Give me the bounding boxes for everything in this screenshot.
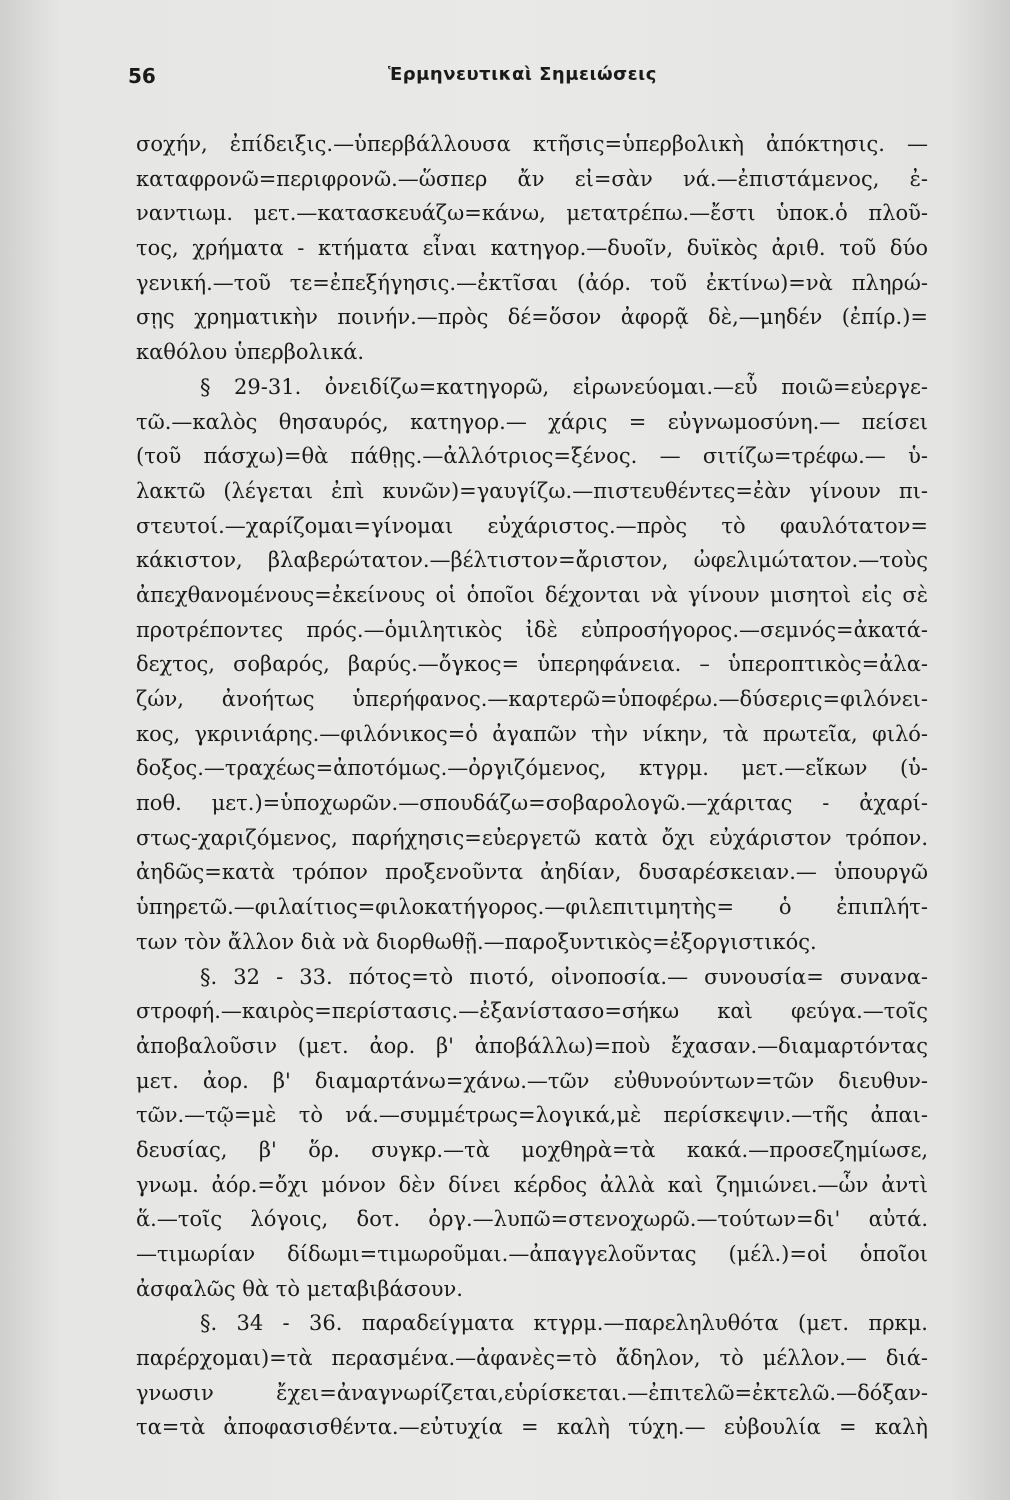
text-line: κος, γκρινιάρης.—φιλόνικος=ὁ ἀγαπῶν τὴν νίκην, τὰ πρωτεῖα, φιλό- [136, 721, 928, 746]
text-line: γνωσιν ἔχει=ἀναγνωρίζεται,εὑρίσκεται.—ἐπιτελῶ=ἐκτελῶ.—δόξαν- [136, 1380, 928, 1405]
text-line: κάκιστον, βλαβερώτατον.—βέλτιστον=ἄριστον, ὠφελιμώτατον.—τοὺς [136, 548, 928, 573]
text-line: παρέρχομαι)=τὰ περασμένα.—ἀφανὲς=τὸ ἄδηλον, τὸ μέλλον.— διά- [136, 1346, 928, 1371]
text-line: στροφή.—καιρὸς=περίστασις.—ἐξανίστασο=σήκω καὶ φεύγα.—τοῖς [136, 999, 928, 1024]
text-line: τῶν.—τῷ=μὲ τὸ νά.—συμμέτρως=λογικά,μὲ περίσκεψιν.—τῆς ἀπαι- [136, 1103, 928, 1128]
running-title: Ἑρμηνευτικαὶ Σημειώσεις [388, 64, 657, 85]
text-line: λακτῶ (λέγεται ἐπὶ κυνῶν)=γαυγίζω.—πιστευθέντες=ἐὰν γίνουν πι- [136, 478, 928, 503]
text-line: ποθ. μετ.)=ὑποχωρῶν.—σπουδάζω=σοβαρολογῶ.—χάριτας - ἀχαρί- [136, 791, 928, 816]
text-line: §. 34 - 36. παραδείγματα κτγρμ.—παρεληλυθότα (μετ. πρκμ. [200, 1311, 928, 1336]
text-line: ἀηδῶς=κατὰ τρόπον προξενοῦντα ἀηδίαν, δυσαρέσκειαν.— ὑπουργῶ [136, 860, 928, 885]
text-line: ἅ.—τοῖς λόγοις, δοτ. ὀργ.—λυπῶ=στενοχωρῶ.—τούτων=δι' αὐτά. [136, 1207, 928, 1232]
text-line: καταφρονῶ=περιφρονῶ.—ὥσπερ ἄν εἰ=σὰν νά.—ἐπιστάμενος, ἐ- [136, 166, 928, 191]
text-line: ὑπηρετῶ.—φιλαίτιος=φιλοκατήγορος.—φιλεπιτιμητὴς= ὁ ἐπιπλήτ- [136, 895, 928, 920]
text-line: στως-χαριζόμενος, παρήχησις=εὐεργετῶ κατὰ ὄχι εὐχάριστον τρόπον. [136, 825, 928, 850]
text-line: § 29-31. ὀνειδίζω=κατηγορῶ, εἰρωνεύομαι.—εὖ ποιῶ=εὐεργε- [200, 374, 928, 399]
text-line: σοχήν, ἐπίδειξις.—ὑπερβάλλουσα κτῆσις=ὑπερβολικὴ ἀπόκτησις. — [136, 132, 928, 156]
body-text [136, 127, 928, 1445]
page-header [128, 64, 928, 94]
text-line: (τοῦ πάσχω)=θὰ πάθῃς.—ἀλλότριος=ξένος. — σιτίζω=τρέφω.— ὑ- [136, 444, 928, 469]
text-line: ἀπεχθανομένους=ἐκείνους οἱ ὁποῖοι δέχονται νὰ γίνουν μισητοὶ εἰς σὲ [136, 582, 928, 607]
text-line: καθόλου ὑπερβολικά. [136, 340, 365, 365]
text-line: προτρέποντες πρός.—ὁμιλητικὸς ἰδὲ εὐπροσήγορος.—σεμνός=ἀκατά- [136, 617, 928, 642]
text-line: δευσίας, β' ὅρ. συγκρ.—τὰ μοχθηρὰ=τὰ κακά.—προσεζημίωσε, [136, 1137, 928, 1162]
text-line: τῶ.—καλὸς θησαυρός, κατηγορ.— χάρις = εὐγνωμοσύνη.— πείσει [136, 409, 928, 434]
text-line: δεχτος, σοβαρός, βαρύς.—ὄγκος= ὑπερηφάνεια. – ὑπεροπτικὸς=ἀλα- [136, 652, 928, 677]
text-line: τος, χρήματα - κτήματα εἶναι κατηγορ.—δυοῖν, δυϊκὸς ἀριθ. τοῦ δύο [136, 236, 928, 261]
text-line: των τὸν ἄλλον διὰ νὰ διορθωθῇ.—παροξυντικὸς=ἐξοργιστικός. [136, 929, 817, 954]
text-line: ναντιωμ. μετ.—κατασκευάζω=κάνω, μετατρέπω.—ἔστι ὑποκ.ὁ πλοῦ- [136, 201, 928, 226]
text-line: ζών, ἀνοήτως ὑπερήφανος.—καρτερῶ=ὑποφέρω.—δύσερις=φιλόνει- [136, 687, 928, 711]
text-line: ἀσφαλῶς θὰ τὸ μεταβιβάσουν. [136, 1276, 463, 1301]
text-line: ἀποβαλοῦσιν (μετ. ἀορ. β' ἀποβάλλω)=ποὺ ἔχασαν.—διαμαρτόντας [136, 1033, 928, 1058]
page-number: 56 [128, 64, 156, 88]
text-line: —τιμωρίαν δίδωμι=τιμωροῦμαι.—ἀπαγγελοῦντας (μέλ.)=οἱ ὁποῖοι [136, 1242, 928, 1266]
text-line: δοξος.—τραχέως=ἀποτόμως.—ὀργιζόμενος, κτγρμ. μετ.—εἴκων (ὑ- [136, 756, 928, 781]
text-line: σῃς χρηματικὴν ποινήν.—πρὸς δέ=ὅσον ἀφορᾷ δὲ,—μηδέν (ἐπίρ.)= [136, 305, 928, 330]
text-line: μετ. ἀορ. β' διαμαρτάνω=χάνω.—τῶν εὐθυνούντων=τῶν διευθυν- [136, 1068, 928, 1093]
text-line: §. 32 - 33. πότος=τὸ πιοτό, οἰνοποσία.— συνουσία= συνανα- [200, 964, 928, 989]
text-line: στευτοί.—χαρίζομαι=γίνομαι εὐχάριστος.—πρὸς τὸ φαυλότατον= [136, 513, 928, 538]
text-line: γνωμ. ἀόρ.=ὄχι μόνον δὲν δίνει κέρδος ἀλλὰ καὶ ζημιώνει.—ὧν ἀντὶ [136, 1172, 928, 1197]
text-line: τα=τὰ ἀποφασισθέντα.—εὐτυχία = καλὴ τύχη.— εὐβουλία = καλὴ [136, 1415, 928, 1440]
text-line: γενική.—τοῦ τε=ἐπεξήγησις.—ἐκτῖσαι (ἀόρ. τοῦ ἐκτίνω)=νὰ πληρώ- [136, 270, 928, 295]
